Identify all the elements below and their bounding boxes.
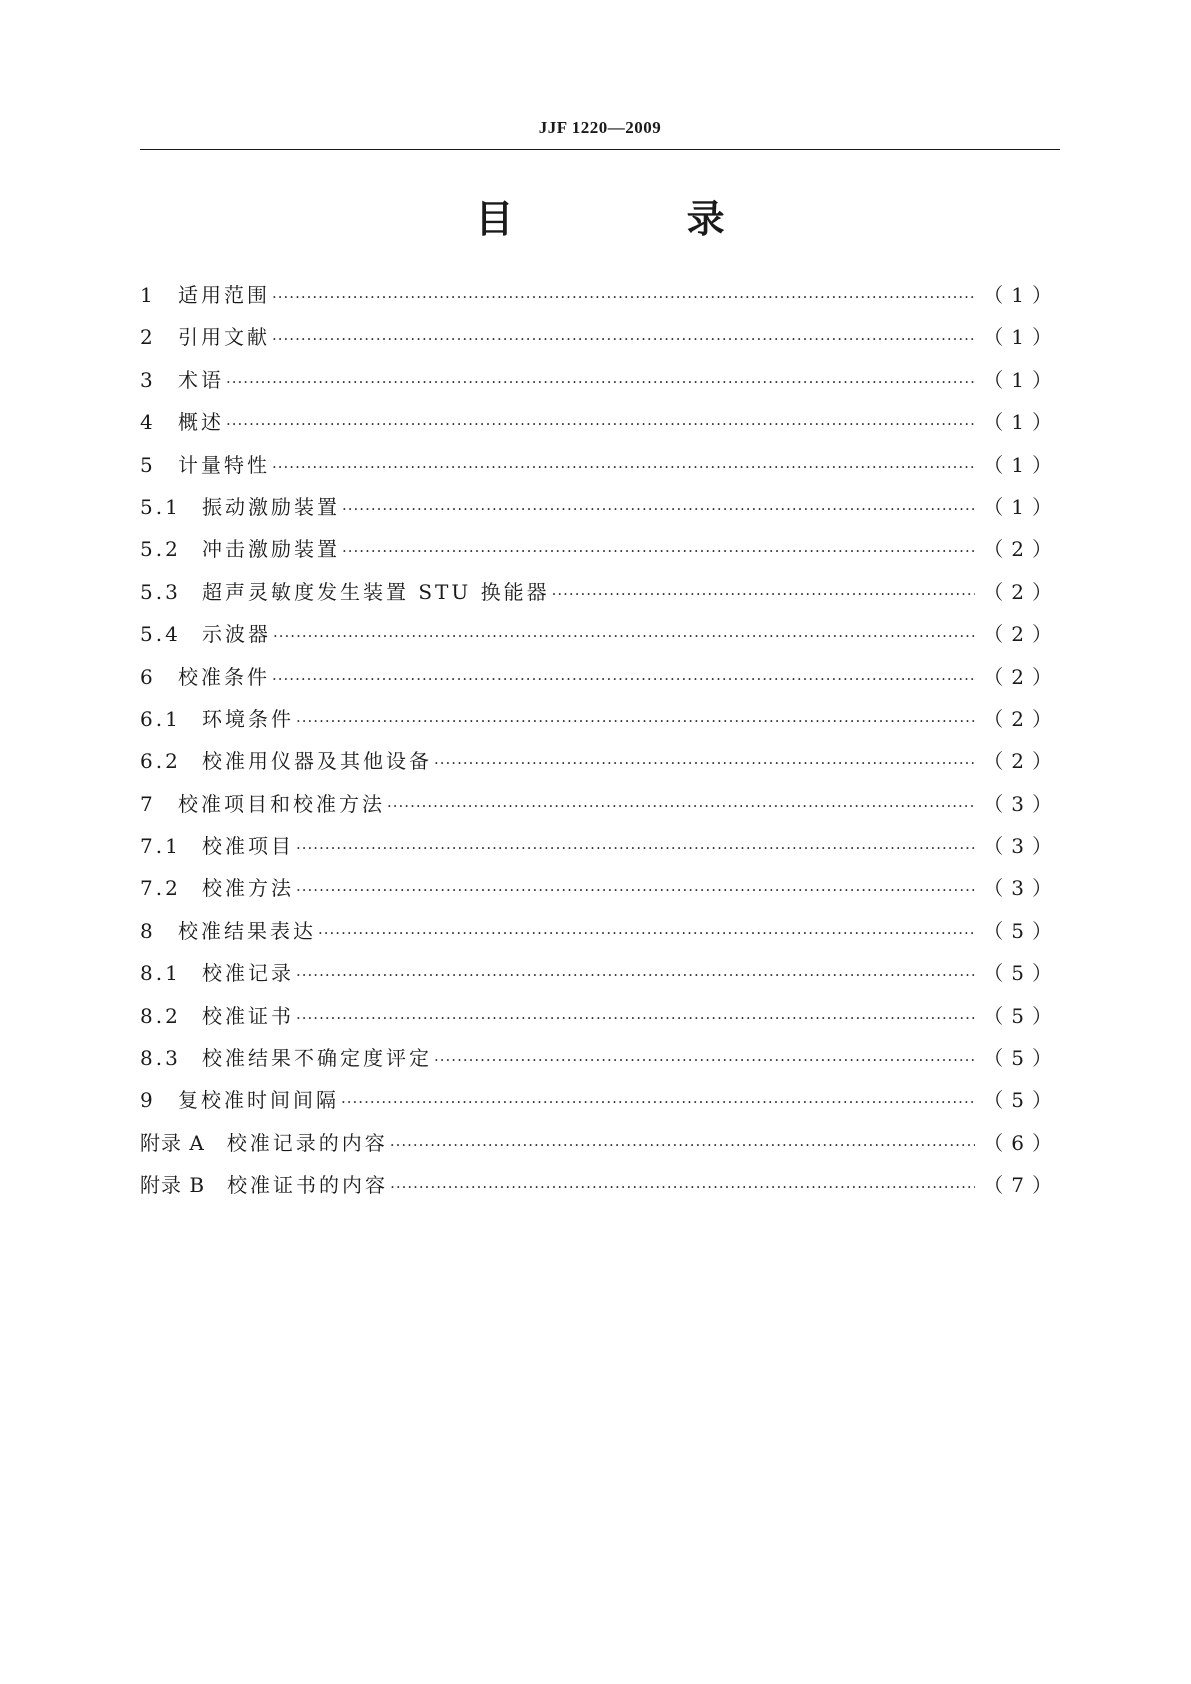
toc-entry-page: （1） bbox=[983, 410, 1060, 435]
toc-entry-page: （1） bbox=[983, 367, 1060, 392]
document-code-header: JJF 1220—2009 bbox=[538, 118, 662, 137]
toc-dot-leader bbox=[387, 785, 975, 827]
toc-entry-title: 概述 bbox=[178, 410, 224, 435]
toc-entry[interactable] bbox=[140, 910, 1060, 952]
toc-entry[interactable] bbox=[140, 1037, 1060, 1079]
toc-dot-leader bbox=[272, 658, 975, 700]
toc-entry-number: 8.2 bbox=[140, 1003, 181, 1028]
toc-entry[interactable] bbox=[140, 1164, 1060, 1206]
toc-entry[interactable] bbox=[140, 656, 1060, 698]
toc-entry-title: 校准项目和校准方法 bbox=[178, 791, 385, 816]
toc-entry-title: 校准项目 bbox=[202, 834, 294, 859]
toc-entry-title: 术语 bbox=[178, 367, 224, 392]
toc-entry-page: （5） bbox=[983, 961, 1060, 986]
toc-entry-title: 冲击激励装置 bbox=[202, 537, 340, 562]
toc-dot-leader bbox=[296, 827, 975, 869]
toc-entry-number: 1 bbox=[140, 283, 156, 307]
toc-dot-leader bbox=[272, 318, 975, 360]
toc-entry-page: （3） bbox=[983, 791, 1060, 816]
toc-dot-leader bbox=[390, 1124, 975, 1166]
toc-entry-title: 校准证书的内容 bbox=[227, 1173, 389, 1198]
toc-dot-leader bbox=[552, 573, 976, 615]
toc-entry-number: 9 bbox=[140, 1088, 156, 1113]
toc-entry-title: 引用文献 bbox=[178, 325, 270, 350]
toc-entry-title: 超声灵敏度发生装置 STU 换能器 bbox=[202, 579, 550, 604]
toc-entry-page: （2） bbox=[983, 537, 1060, 562]
toc-entry-title: 复校准时间间隔 bbox=[178, 1088, 339, 1113]
toc-entry-title: 校准证书 bbox=[202, 1003, 294, 1028]
toc-entry-title: 校准方法 bbox=[202, 876, 294, 901]
toc-dot-leader bbox=[226, 361, 975, 403]
toc-entry-title: 环境条件 bbox=[202, 706, 294, 731]
toc-dot-leader bbox=[434, 1039, 975, 1081]
toc-entry-number: 附录 A bbox=[140, 1130, 205, 1155]
toc-entry-title: 振动激励装置 bbox=[202, 494, 340, 519]
toc-dot-leader bbox=[342, 530, 975, 572]
toc-entry-page: （5） bbox=[983, 918, 1060, 943]
toc-entry-number: 附录 B bbox=[140, 1173, 206, 1198]
toc-entry[interactable] bbox=[140, 825, 1060, 867]
toc-entry[interactable] bbox=[140, 528, 1060, 570]
toc-entry[interactable] bbox=[140, 613, 1060, 655]
toc-entry[interactable] bbox=[140, 698, 1060, 740]
toc-entry-number: 7 bbox=[140, 791, 156, 816]
toc-entry-number: 5.1 bbox=[140, 494, 181, 519]
toc-entry-number: 8.1 bbox=[140, 961, 181, 986]
toc-entry-title: 适用范围 bbox=[178, 283, 270, 307]
toc-dot-leader bbox=[296, 700, 975, 742]
toc-dot-leader bbox=[226, 403, 975, 445]
toc-entry-number: 5 bbox=[140, 452, 156, 477]
toc-entry[interactable] bbox=[140, 867, 1060, 909]
toc-entry-number: 6.1 bbox=[140, 706, 181, 731]
toc-entry-page: （1） bbox=[983, 452, 1060, 477]
toc-dot-leader bbox=[390, 1166, 975, 1208]
toc-entry-title: 校准记录的内容 bbox=[226, 1130, 388, 1155]
toc-entry-title: 校准结果表达 bbox=[178, 918, 316, 943]
toc-entry[interactable] bbox=[140, 486, 1060, 528]
toc-dot-leader bbox=[318, 912, 975, 954]
toc-dot-leader bbox=[342, 488, 975, 530]
toc-entry-page: （1） bbox=[983, 325, 1060, 350]
toc-entry-page: （2） bbox=[983, 749, 1060, 774]
toc-dot-leader bbox=[341, 1081, 975, 1123]
toc-dot-leader bbox=[296, 954, 975, 996]
toc-entry-number: 7.1 bbox=[140, 834, 181, 859]
toc-entry[interactable] bbox=[140, 571, 1060, 613]
toc-entry[interactable] bbox=[140, 783, 1060, 825]
toc-entry-number: 2 bbox=[140, 325, 156, 350]
toc-entry[interactable] bbox=[140, 401, 1060, 443]
toc-dot-leader bbox=[272, 446, 975, 488]
toc-dot-leader bbox=[273, 615, 975, 657]
toc-entry-number: 3 bbox=[140, 367, 156, 392]
toc-entry-title: 校准条件 bbox=[178, 664, 270, 689]
toc-dot-leader bbox=[434, 742, 975, 784]
toc-entry[interactable] bbox=[140, 444, 1060, 486]
toc-entry-number: 8.3 bbox=[140, 1046, 181, 1071]
toc-entry-page: （2） bbox=[983, 622, 1060, 647]
toc-entry-title: 示波器 bbox=[202, 622, 271, 647]
toc-entry-page: （1） bbox=[983, 283, 1060, 307]
header-rule bbox=[140, 149, 1060, 150]
toc-entry-page: （7） bbox=[983, 1173, 1060, 1198]
toc-entry-page: （5） bbox=[983, 1046, 1060, 1071]
toc-entry-title: 校准用仪器及其他设备 bbox=[202, 749, 432, 774]
toc-entry-title: 计量特性 bbox=[178, 452, 270, 477]
toc-entry[interactable] bbox=[140, 952, 1060, 994]
toc-entry[interactable] bbox=[140, 316, 1060, 358]
toc-entry[interactable] bbox=[140, 995, 1060, 1037]
toc-entry-number: 5.3 bbox=[140, 579, 181, 604]
page-title: 目 录 bbox=[475, 197, 805, 241]
toc-entry-page: （5） bbox=[983, 1088, 1060, 1113]
toc-dot-leader bbox=[296, 869, 975, 911]
toc-entry-page: （1） bbox=[983, 494, 1060, 519]
toc-entry-page: （5） bbox=[983, 1003, 1060, 1028]
toc-entry-page: （6） bbox=[983, 1130, 1060, 1155]
toc-entry[interactable] bbox=[140, 274, 1060, 316]
toc-entry[interactable] bbox=[140, 1079, 1060, 1121]
toc-entry-number: 6.2 bbox=[140, 749, 181, 774]
toc-dot-leader bbox=[272, 276, 975, 318]
toc-entry-page: （2） bbox=[983, 664, 1060, 689]
toc-entry-page: （2） bbox=[983, 579, 1060, 604]
toc-entry-title: 校准记录 bbox=[202, 961, 294, 986]
toc-entry[interactable] bbox=[140, 359, 1060, 401]
toc-entry-page: （2） bbox=[983, 706, 1060, 731]
toc-entry-number: 4 bbox=[140, 410, 156, 435]
toc-entry-number: 6 bbox=[140, 664, 156, 689]
toc-entry-page: （3） bbox=[983, 876, 1060, 901]
toc-entry-number: 8 bbox=[140, 918, 156, 943]
toc-entry-title: 校准结果不确定度评定 bbox=[202, 1046, 432, 1071]
toc-entry-number: 5.4 bbox=[140, 622, 181, 647]
toc-entry[interactable] bbox=[140, 740, 1060, 782]
table-of-contents bbox=[140, 274, 1060, 1207]
toc-entry[interactable] bbox=[140, 1122, 1060, 1164]
toc-dot-leader bbox=[296, 997, 975, 1039]
toc-entry-number: 5.2 bbox=[140, 537, 181, 562]
toc-entry-number: 7.2 bbox=[140, 876, 181, 901]
toc-entry-page: （3） bbox=[983, 834, 1060, 859]
